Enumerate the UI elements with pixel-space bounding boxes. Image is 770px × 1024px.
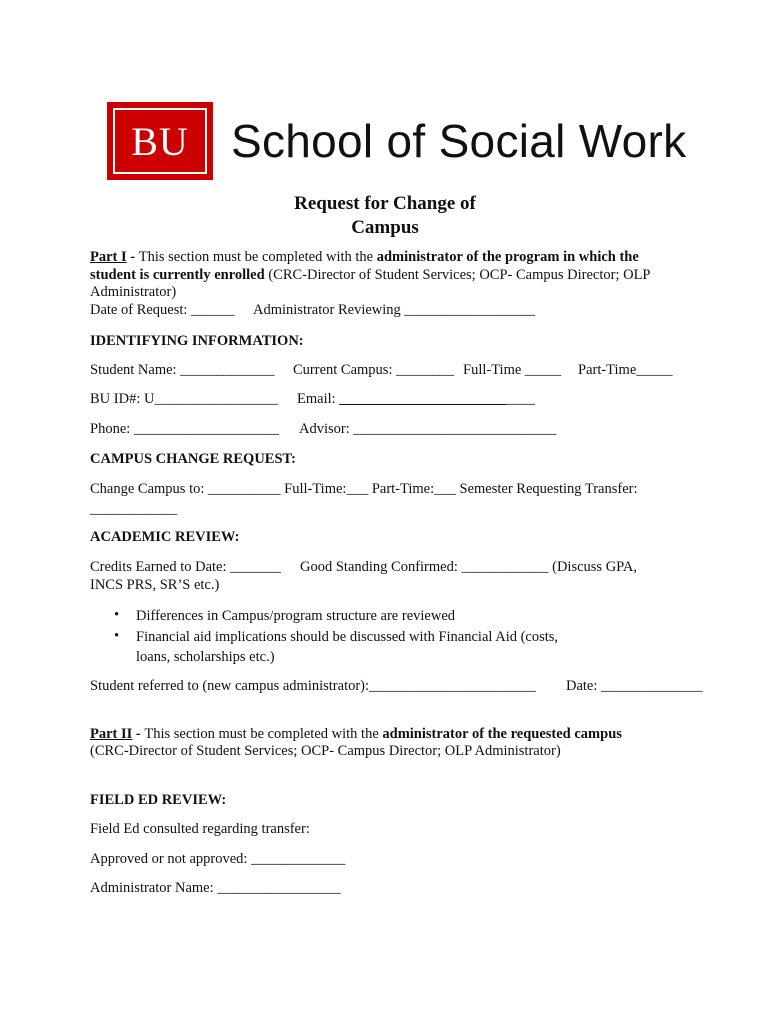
campus-change-line-2[interactable]: ____________ — [90, 501, 177, 517]
part1-label: Part I — [90, 249, 127, 265]
academic-heading: ACADEMIC REVIEW: — [90, 529, 240, 545]
campus-change-line-1[interactable]: Change Campus to: __________ Full-Time:___ Part-Time:___ Semester Requesting Transfer: — [90, 481, 638, 497]
part1-rest-2: (CRC-Director of Student Services; OCP- Campus Director; OLP — [264, 267, 651, 283]
administrator-reviewing-field[interactable]: Administrator Reviewing __________________ — [253, 302, 535, 318]
title-line-1: Request for Change of — [294, 193, 476, 214]
title-line-2: Campus — [351, 217, 419, 238]
part1-intro-line-2 — [90, 266, 651, 284]
part1-bold: administrator of the program in which the — [376, 249, 639, 265]
bullet-icon: • — [114, 628, 120, 644]
identifying-row-3 — [90, 420, 557, 438]
identifying-row-2 — [90, 390, 536, 408]
part2-intro: This section must be completed with the — [144, 726, 383, 742]
field-ed-consulted: Field Ed consulted regarding transfer: — [90, 821, 310, 837]
bullet-item-1: Differences in Campus/program structure are reviewed — [136, 608, 456, 624]
field-ed-heading: FIELD ED REVIEW: — [90, 792, 227, 808]
phone-field[interactable]: Phone: ____________________ — [90, 421, 279, 437]
date-of-request-field[interactable]: Date of Request: ______ — [90, 302, 235, 318]
referred-field[interactable]: Student referred to (new campus administrator):_______________________ — [90, 678, 536, 694]
student-name-field[interactable]: Student Name: _____________ — [90, 362, 275, 378]
bullet-icon: • — [114, 607, 120, 623]
current-campus-field[interactable]: Current Campus: ________ — [293, 362, 455, 378]
campus-change-heading: CAMPUS CHANGE REQUEST: — [90, 451, 296, 467]
advisor-field[interactable]: Advisor: ____________________________ — [299, 421, 557, 437]
part1-intro: This section must be completed with the — [138, 249, 377, 265]
school-name: School of Social Work — [231, 115, 687, 167]
part1-dash: - — [126, 249, 139, 265]
good-standing-field[interactable]: Good Standing Confirmed: ____________ (Discuss GPA, — [300, 559, 637, 575]
identifying-heading: IDENTIFYING INFORMATION: — [90, 333, 304, 349]
full-time-field[interactable]: Full-Time _____ — [463, 362, 562, 378]
email-tail: ____ — [506, 391, 536, 407]
bullet-item-2: Financial aid implications should be discussed with Financial Aid (costs, — [136, 629, 559, 645]
identifying-row-1 — [90, 361, 673, 379]
email-underline: _______________________ — [339, 391, 507, 407]
bu-id-field[interactable]: BU ID#: U_________________ — [90, 391, 278, 407]
administrator-name-field[interactable]: Administrator Name: _________________ — [90, 880, 341, 896]
bu-logo-letters: BU — [113, 108, 207, 174]
part1-intro-line-1 — [90, 248, 639, 266]
header-logo — [107, 102, 686, 180]
academic-row-1 — [90, 558, 637, 576]
page-title — [0, 192, 770, 240]
academic-row-2: INCS PRS, SR’S etc.) — [90, 577, 220, 593]
email-field[interactable] — [297, 390, 535, 408]
credits-earned-field[interactable]: Credits Earned to Date: _______ — [90, 559, 281, 575]
part2-bold: administrator of the requested campus — [382, 726, 622, 742]
part1-request-row — [90, 301, 535, 319]
bu-logo-mark — [107, 102, 213, 180]
part2-intro-line-1 — [90, 725, 622, 743]
part2-label: Part II — [90, 726, 133, 742]
academic-referral-row — [90, 677, 703, 695]
approved-field[interactable]: Approved or not approved: _____________ — [90, 851, 346, 867]
referral-date-field[interactable]: Date: ______________ — [566, 678, 703, 694]
bullet-item-2-continued: loans, scholarships etc.) — [136, 649, 275, 665]
part-time-field[interactable]: Part-Time_____ — [578, 362, 673, 378]
part1-intro-line-3: Administrator) — [90, 284, 177, 300]
part2-dash: - — [132, 726, 145, 742]
part2-intro-line-2: (CRC-Director of Student Services; OCP- Campus Director; OLP Administrator) — [90, 743, 561, 759]
part1-bold-2: student is currently enrolled — [90, 267, 265, 283]
email-label: Email: — [297, 391, 340, 407]
